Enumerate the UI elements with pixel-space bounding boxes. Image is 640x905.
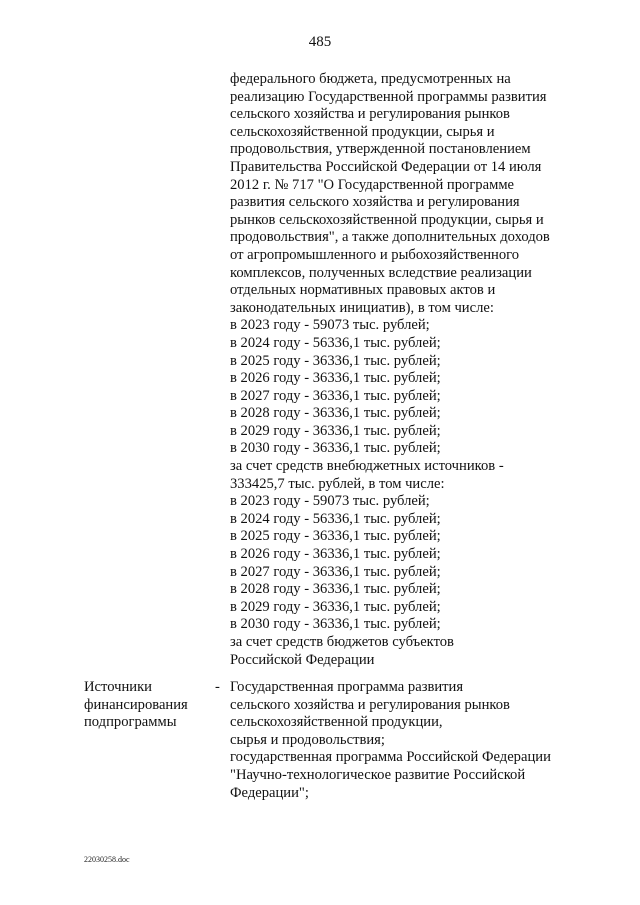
text-line: в 2025 году - 36336,1 тыс. рублей; — [230, 528, 441, 545]
text-line: в 2027 году - 36336,1 тыс. рублей; — [230, 387, 441, 404]
text-line: реализацию Государственной программы развития — [230, 88, 547, 105]
text-line: за счет средств внебюджетных источников - — [230, 458, 504, 475]
text-line: сельского хозяйства и регулирования рынков — [230, 696, 510, 713]
document-code: 22030258.doc — [84, 855, 130, 864]
funding-sources-label — [84, 679, 214, 732]
text-line: в 2023 году - 59073 тыс. рублей; — [230, 317, 430, 334]
text-line: федерального бюджета, предусмотренных на — [230, 71, 511, 87]
text-line: сельскохозяйственной продукции, сырья и — [230, 123, 495, 140]
text-line: 333425,7 тыс. рублей, в том числе: — [230, 475, 445, 492]
text-line: от агропромышленного и рыбохозяйственного — [230, 246, 520, 263]
text-line: продовольствия, утвержденной постановлением — [230, 141, 531, 158]
text-line: в 2026 году - 36336,1 тыс. рублей; — [230, 546, 441, 563]
text-line: рынков сельскохозяйственной продукции, сырья и — [230, 211, 544, 228]
page-number: 485 — [308, 34, 332, 50]
text-line: в 2029 году - 36336,1 тыс. рублей; — [230, 422, 441, 439]
text-line: законодательных инициатив), в том числе: — [230, 299, 494, 316]
text-line: в 2025 году - 36336,1 тыс. рублей; — [230, 352, 441, 369]
text-line: в 2030 году - 36336,1 тыс. рублей; — [230, 616, 441, 633]
text-line: отдельных нормативных правовых актов и — [230, 282, 496, 299]
text-line: Российской Федерации — [230, 651, 375, 668]
text-line: Источники — [84, 679, 152, 695]
funding-sources-dash: - — [215, 679, 220, 695]
text-line: финансирования — [84, 696, 188, 713]
text-line: в 2027 году - 36336,1 тыс. рублей; — [230, 563, 441, 580]
text-line: 2012 г. № 717 "О Государственной программе — [230, 176, 515, 193]
text-line: "Научно-технологическое развитие Российской — [230, 766, 526, 783]
text-line: государственная программа Российской Федерации — [230, 749, 551, 766]
text-line: в 2030 году - 36336,1 тыс. рублей; — [230, 440, 441, 457]
text-line: комплексов, полученных вследствие реализации — [230, 264, 532, 281]
text-line: в 2024 году - 56336,1 тыс. рублей; — [230, 334, 441, 351]
text-line: Государственная программа развития — [230, 679, 464, 695]
text-line: подпрограммы — [84, 714, 177, 731]
text-line: в 2026 году - 36336,1 тыс. рублей; — [230, 370, 441, 387]
text-line: в 2028 году - 36336,1 тыс. рублей; — [230, 581, 441, 598]
text-line: сырья и продовольствия; — [230, 731, 385, 748]
text-line: сельского хозяйства и регулирования рынков — [230, 106, 510, 123]
text-line: в 2023 году - 59073 тыс. рублей; — [230, 493, 430, 510]
funding-amounts-text — [230, 71, 630, 669]
text-line: в 2024 году - 56336,1 тыс. рублей; — [230, 510, 441, 527]
text-line: Правительства Российской Федерации от 14 июля — [230, 158, 542, 175]
funding-sources-value — [230, 679, 630, 802]
text-line: продовольствия", а также дополнительных доходов — [230, 229, 550, 246]
text-line: в 2028 году - 36336,1 тыс. рублей; — [230, 405, 441, 422]
text-line: Федерации"; — [230, 784, 309, 801]
text-line: в 2029 году - 36336,1 тыс. рублей; — [230, 598, 441, 615]
text-line: сельскохозяйственной продукции, — [230, 714, 443, 731]
text-line: за счет средств бюджетов субъектов — [230, 634, 454, 650]
text-line: развития сельского хозяйства и регулирования — [230, 194, 520, 211]
